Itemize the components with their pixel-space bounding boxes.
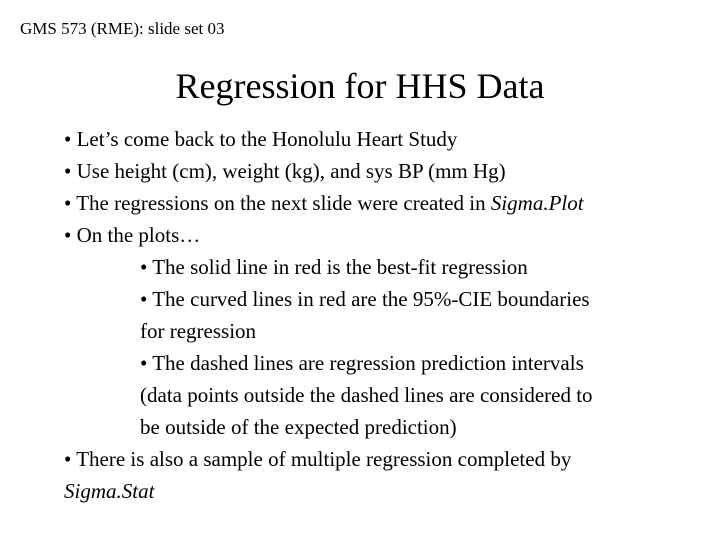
slide-header: GMS 573 (RME): slide set 03 [20, 19, 225, 38]
slide-body [64, 123, 704, 507]
sub-bullet-dashed-lines: • The dashed lines are regression prediction intervals [140, 351, 584, 375]
slide-title: Regression for HHS Data [175, 66, 545, 106]
bullet-honolulu-heart-study: • Let’s come back to the Honolulu Heart Study [64, 127, 458, 151]
sub-bullet-dashed-lines-cont-1: (data points outside the dashed lines are considered to [140, 383, 593, 407]
bullet-multiple-regression: • There is also a sample of multiple regression completed by [64, 447, 572, 471]
sub-bullet-solid-line: • The solid line in red is the best-fit regression [140, 255, 528, 279]
sub-bullet-curved-lines-cont: for regression [140, 319, 257, 343]
sub-bullet-dashed-lines-cont-2: be outside of the expected prediction) [140, 415, 457, 439]
sigmaplot-name: Sigma.Plot [490, 191, 584, 215]
sigmastat-name: Sigma.Stat [64, 479, 155, 503]
bullet-on-the-plots: • On the plots… [64, 223, 201, 247]
sub-bullet-curved-lines: • The curved lines in red are the 95%-CIE boundaries [140, 287, 590, 311]
bullet-sigmaplot [64, 187, 704, 219]
bullet-sigmaplot-text: • The regressions on the next slide were created in [64, 191, 491, 215]
bullet-variables: • Use height (cm), weight (kg), and sys BP (mm Hg) [64, 159, 506, 183]
